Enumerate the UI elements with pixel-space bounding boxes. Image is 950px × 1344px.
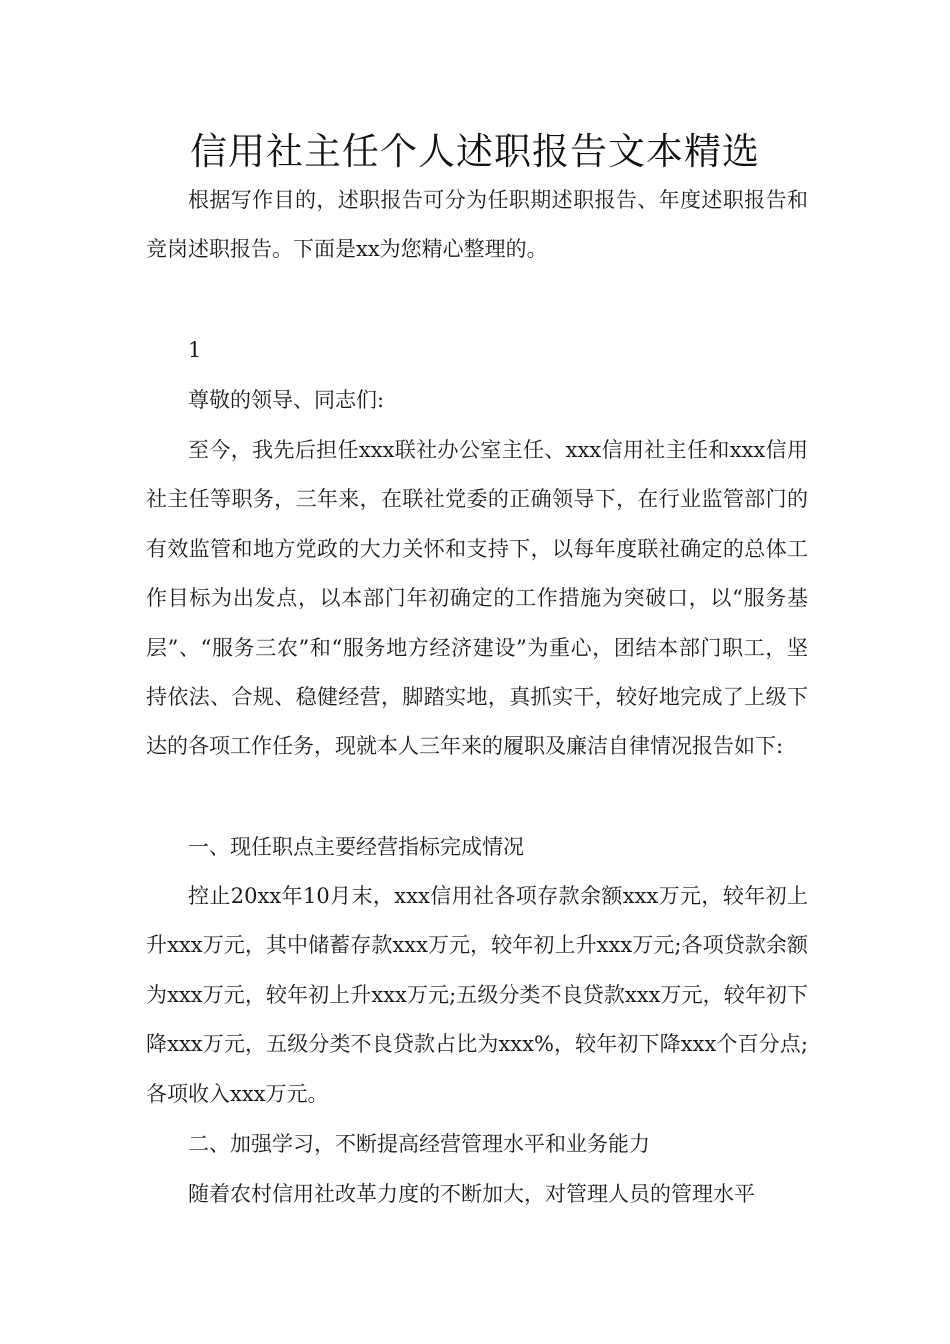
document-title: 信用社主任个人述职报告文本精选 [190, 130, 760, 173]
salutation: 尊敬的领导、同志们: [188, 388, 385, 412]
section-number: 1 [188, 338, 202, 362]
section-heading-2: 二、加强学习，不断提高经营管理水平和业务能力 [188, 1132, 650, 1156]
intro-paragraph: 根据写作目的，述职报告可分为任职期述职报告、年度述职报告和竞岗述职报告。下面是xx为您精心整理的。 [146, 188, 808, 262]
body-paragraph-2: 控止20xx年10月末，xxx信用社各项存款余额xxx万元，较年初上升xxx万元，其中储蓄存款xxx万元，较年初上升xxx万元;各项贷款余额为xxx万元，较年初上升xxx万元;五级分类不良贷款xxx万元，较年初下降xxx万元，五级分类不良贷款占比为xxx%，较年初下降xxx个百分点;各项收入xxx万元。 [146, 884, 808, 1106]
body-paragraph-1: 至今，我先后担任xxx联社办公室主任、xxx信用社主任和xxx信用社主任等职务，三年来，在联社党委的正确领导下，在行业监管部门的有效监管和地方党政的大力关怀和支持下，以每年度联社确定的总体工作目标为出发点，以本部门年初确定的工作措施为突破口，以“服务基层”、“服务三农”和“服务地方经济建设”为重心，团结本部门职工，坚持依法、合规、稳健经营，脚踏实地，真抓实干，较好地完成了上级下达的各项工作任务，现就本人三年来的履职及廉洁自律情况报告如下: [146, 438, 808, 759]
section-heading-1: 一、现任职点主要经营指标完成情况 [188, 835, 524, 859]
body-paragraph-3: 随着农村信用社改革力度的不断加大，对管理人员的管理水平 [188, 1182, 755, 1206]
